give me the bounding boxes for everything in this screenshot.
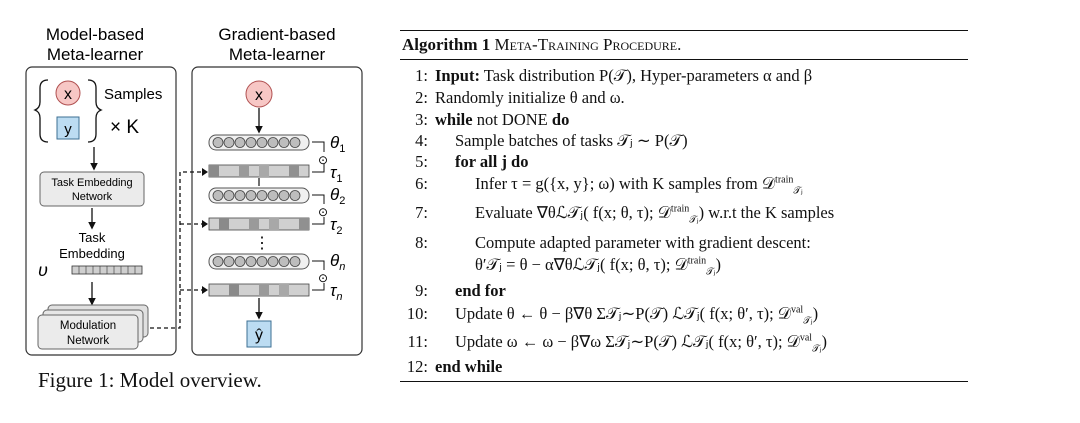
- tau1-vector: [209, 165, 309, 177]
- theta1-layer: [209, 135, 309, 150]
- algo-title: [402, 35, 681, 55]
- gradient-based-panel: [192, 67, 362, 355]
- theta2-layer: [209, 188, 309, 203]
- y-hat-label: ŷ: [255, 327, 263, 344]
- right-brace: [88, 80, 101, 142]
- task-embedding-line2: Embedding: [59, 246, 125, 261]
- right-title-line1: Gradient-based: [218, 25, 336, 44]
- right-title-line2: Meta-learner: [228, 45, 326, 64]
- algo-bottom-rule: [400, 381, 968, 382]
- left-title-line1: Model-based: [45, 25, 145, 44]
- task-embed-net-line2: Network: [71, 191, 113, 203]
- samples-label: Samples: [104, 86, 163, 103]
- y-input-label: y: [64, 121, 72, 138]
- x-right-label: x: [255, 87, 263, 104]
- figure-caption: Figure 1: Model overview.: [38, 368, 262, 392]
- thetan-layer: [209, 254, 309, 269]
- tau2-label: $\tau_2$: [330, 215, 343, 237]
- theta2-label: $\theta_2$: [330, 185, 346, 207]
- algorithm-box: Algorithm 1 Meta-Training Procedure. 1: Input: Task distribution P(𝒯), Hyper-parameters α and β 2: Randomly initialize θ and ω. 3: while not DONE do 4: Sample batches of tasks 𝒯ⱼ ∼ P(𝒯) 5: for all j do 6: Infer τ = g({x, y}; ω) with K samples from 𝒟$^{train}_{𝒯ⱼ}$ 7: Evaluate ∇θℒ𝒯ⱼ( f(x; θ, τ); 𝒟$^{train}_{𝒯ⱼ}$) w.r.t the K samples 8: Compute adapted parameter with gradient descent: θ′𝒯ⱼ = θ − α∇θℒ𝒯ⱼ( f(x; θ, τ); 𝒟$^{train}_{𝒯ⱼ}$) 9: end for 10: Update θ ← θ − β∇θ Σ𝒯ⱼ∼P(𝒯) ℒ𝒯ⱼ( f(x; θ′, τ); 𝒟$^{val}_{𝒯ⱼ}$) 11: Update ω ← ω − β∇ω Σ𝒯ⱼ∼P(𝒯) ℒ𝒯ⱼ( f(x; θ′, τ); 𝒟$^{val}_{𝒯ⱼ}$) 12: end while: [400, 30, 968, 382]
- tau1-label: $\tau_1$: [330, 163, 343, 185]
- algo-top-rule: [400, 30, 968, 31]
- x-input-label: x: [64, 86, 72, 103]
- algo-title-name: Meta-Training Procedure.: [494, 35, 682, 54]
- thetan-label: $\theta_n$: [330, 251, 346, 273]
- task-embed-net-line1: Task Embedding: [51, 177, 133, 189]
- algo-mid-rule: [400, 59, 968, 60]
- modulation-line1: Modulation: [59, 320, 117, 332]
- taun-label: $\tau_n$: [330, 281, 343, 303]
- algo-title-bold: Algorithm 1: [402, 35, 491, 54]
- modulation-line2: Network: [66, 335, 110, 347]
- upsilon-symbol: υ: [38, 260, 48, 280]
- odot-n: ⊙: [318, 271, 329, 285]
- left-title-line2: Meta-learner: [46, 45, 144, 64]
- vdots: ⋮: [254, 235, 270, 252]
- times-k-label: × K: [110, 117, 140, 138]
- theta1-label: $\theta_1$: [330, 133, 346, 155]
- model-overview-figure: [0, 0, 380, 423]
- modulation-dashed-route: [150, 172, 206, 328]
- taun-vector: [209, 284, 309, 296]
- left-brace: [35, 80, 48, 142]
- embedding-vector: [72, 266, 142, 274]
- tau2-vector: [209, 218, 309, 230]
- task-embedding-line1: Task: [78, 230, 106, 245]
- odot-2: ⊙: [318, 205, 329, 219]
- odot-1: ⊙: [318, 153, 329, 167]
